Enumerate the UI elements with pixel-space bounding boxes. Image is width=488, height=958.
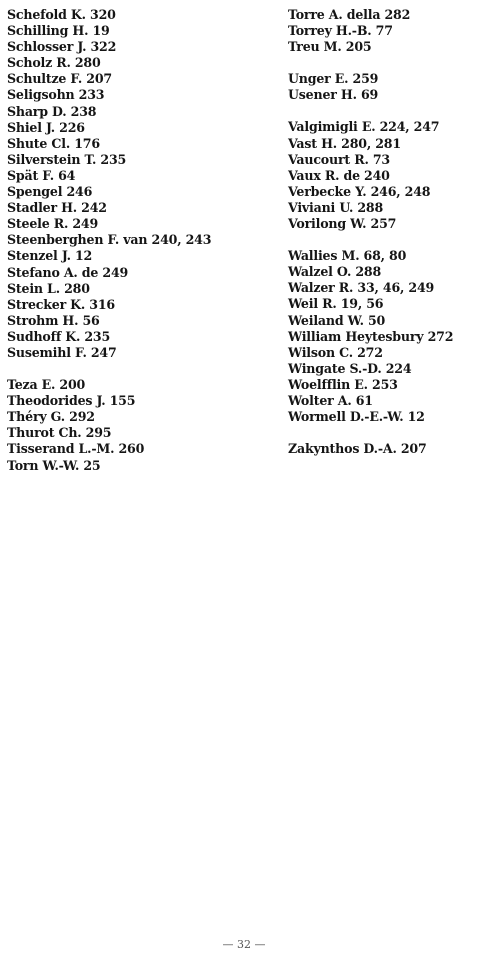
- index-entry: Sudhoff K. 235: [7, 328, 111, 344]
- index-entry: Torrey H.-B. 77: [288, 23, 393, 39]
- index-entry: Theodorides J. 155: [7, 393, 136, 409]
- index-entry: Thurot Ch. 295: [7, 425, 112, 441]
- index-entry: Strecker K. 316: [7, 296, 115, 312]
- index-entry: Wallies M. 68, 80: [288, 248, 407, 264]
- index-entry: Walzel O. 288: [288, 264, 382, 280]
- index-entry: Schlosser J. 322: [7, 39, 117, 55]
- index-entry: Steenberghen F. van 240, 243: [7, 232, 212, 248]
- index-entry: Stenzel J. 12: [7, 248, 93, 264]
- index-entry: Sharp D. 238: [7, 103, 97, 119]
- index-group-v: [288, 119, 486, 232]
- index-entry: Torre A. della 282: [288, 7, 411, 22]
- group-separator: [288, 425, 486, 441]
- index-entry: Silverstein T. 235: [7, 151, 127, 167]
- index-entry: Spät F. 64: [7, 167, 76, 183]
- page-number: — 32 —: [222, 938, 266, 951]
- group-separator: [7, 361, 277, 377]
- index-entry: Schilling H. 19: [7, 23, 110, 39]
- group-separator: [288, 232, 486, 248]
- index-entry: Wilson C. 272: [288, 344, 383, 360]
- index-entry: Shiel J. 226: [7, 119, 85, 135]
- index-entry: Spengel 246: [7, 184, 93, 200]
- index-entry: Wolter A. 61: [288, 392, 373, 408]
- index-entry: Weiland W. 50: [288, 312, 386, 328]
- group-separator: [288, 103, 486, 119]
- index-entry: Woelfflin E. 253: [288, 376, 398, 392]
- index-entry: Viviani U. 288: [288, 199, 384, 215]
- index-entry: Tisserand L.-M. 260: [7, 441, 145, 457]
- index-entry: Weil R. 19, 56: [288, 296, 384, 312]
- index-column-left: [7, 7, 277, 474]
- index-entry: Zakynthos D.-A. 207: [288, 441, 427, 457]
- index-entry: Seligsohn 233: [7, 87, 105, 103]
- index-entry: Scholz R. 280: [7, 55, 101, 71]
- index-entry: Treu M. 205: [288, 39, 372, 55]
- index-group-z: [288, 441, 486, 457]
- index-group-t: [7, 377, 277, 474]
- index-entry: Stefano A. de 249: [7, 264, 129, 280]
- index-entry: Susemihl F. 247: [7, 344, 117, 360]
- index-entry: Vast H. 280, 281: [288, 135, 401, 151]
- index-entry: Vaux R. de 240: [288, 167, 390, 183]
- index-entry: Valgimigli E. 224, 247: [288, 119, 440, 135]
- index-entry: Unger E. 259: [288, 71, 379, 87]
- index-entry: Wingate S.-D. 224: [288, 360, 412, 376]
- index-entry: Strohm H. 56: [7, 312, 100, 328]
- index-entry: Schultze F. 207: [7, 71, 112, 87]
- index-group-w: [288, 248, 486, 425]
- index-entry: Wormell D.-E.-W. 12: [288, 409, 425, 425]
- index-group-t: [288, 7, 486, 55]
- index-entry: Schefold K. 320: [7, 7, 116, 22]
- index-entry: Steele R. 249: [7, 216, 99, 232]
- index-entry: Vorilong W. 257: [288, 216, 397, 232]
- index-group-u: [288, 71, 486, 103]
- index-entry: Théry G. 292: [7, 409, 95, 425]
- group-separator: [288, 55, 486, 71]
- index-entry: Shute Cl. 176: [7, 135, 100, 151]
- index-entry: Stein L. 280: [7, 280, 90, 296]
- index-group-s: [7, 7, 277, 361]
- index-column-right: [288, 7, 486, 457]
- index-entry: William Heytesbury 272: [288, 328, 454, 344]
- index-entry: Vaucourt R. 73: [288, 151, 390, 167]
- index-entry: Stadler H. 242: [7, 200, 107, 216]
- index-entry: Verbecke Y. 246, 248: [288, 183, 431, 199]
- index-entry: Walzer R. 33, 46, 249: [288, 280, 435, 296]
- index-entry: Torn W.-W. 25: [7, 457, 101, 473]
- index-entry: Usener H. 69: [288, 87, 379, 103]
- index-entry: Teza E. 200: [7, 377, 86, 393]
